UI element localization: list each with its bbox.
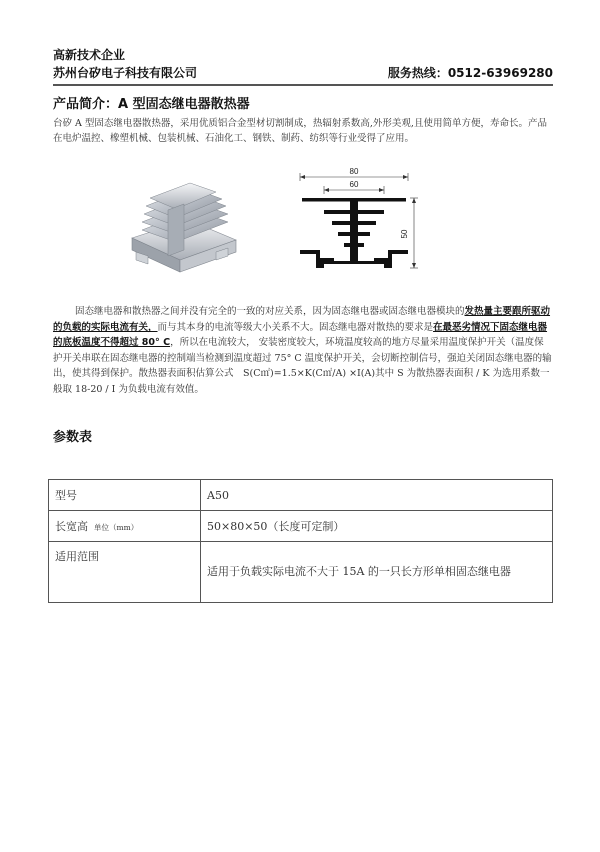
param-label-model: 型号 — [49, 480, 201, 511]
intro-paragraph: 台矽 A 型固态继电器散热器，采用优质铝合金型材切割制成，热辐射系数高,外形美观,且使用简单方便，寿命长。产品在电炉温控、橡塑机械、包装机械、石油化工、钢铁、制药、纺织等行业受得了应用。 — [53, 118, 547, 144]
table-row — [49, 542, 553, 603]
dimensions-label: 长宽高 — [55, 520, 88, 533]
intro-title: 产品简介：A 型固态继电器散热器 — [53, 97, 250, 112]
company-tagline: 高新技术企业 — [53, 48, 126, 62]
heatsink-photo — [128, 180, 240, 275]
body-paragraph — [53, 304, 553, 397]
company-name: 苏州台矽电子科技有限公司 — [53, 66, 198, 80]
body-text-1: 固态继电器和散热器之间并没有完全的一致的对应关系，因为固态继电器或固态继电器模块的 — [75, 306, 465, 317]
dimensions-unit: 单位（mm） — [94, 523, 139, 532]
table-row — [49, 480, 553, 511]
page-header — [53, 46, 553, 82]
params-title: 参数表 — [53, 430, 93, 445]
dim-width-outer: 80 — [349, 168, 359, 176]
body-text-2: 而与其本身的电流等级大小关系不大。固态继电器对散热的要求是 — [157, 321, 434, 333]
emphasis-max-temperature: 在最恶劣情况下固态继电器的底板温度不得超过 80° C — [53, 321, 548, 348]
header-divider — [53, 84, 553, 86]
param-value-dimensions: 50×80×50（长度可定制） — [201, 511, 553, 542]
param-value-model: A50 — [201, 480, 553, 511]
emphasis-heat-current: 发热量主要跟所驱动的负载的实际电流有关， — [53, 306, 551, 333]
body-text-3: ，所以在电流较大， 安装密度较大，环境温度较高的地方尽量采用温度保护开关（温度保护开关串联在固态继电器的控制端当检测到温度超过 75° C 温度保护开关，会切断控制信号，强迫关闭固态继电器的输出，使其得到保护。散热器表面积估算公式 S(C㎡)=1.5×K(C㎡/A) ×I(A)其中 S 为散热器表面积 / K 为选用系数一般取 18-20 / I 为负载电流有效值。 — [53, 337, 552, 395]
heatsink-dimension-drawing — [298, 168, 420, 273]
table-row — [49, 511, 553, 542]
params-table — [48, 479, 553, 603]
service-hotline: 服务热线：0512-63969280 — [387, 66, 553, 80]
description-paragraph — [53, 304, 553, 397]
dim-width-inner: 60 — [349, 180, 359, 189]
param-label-dimensions — [49, 511, 201, 542]
dim-height: 50 — [400, 229, 409, 239]
param-value-scope: 适用于负载实际电流不大于 15A 的一只长方形单相固态继电器 — [201, 542, 553, 603]
company-row — [53, 64, 553, 82]
param-label-scope: 适用范围 — [49, 542, 201, 603]
